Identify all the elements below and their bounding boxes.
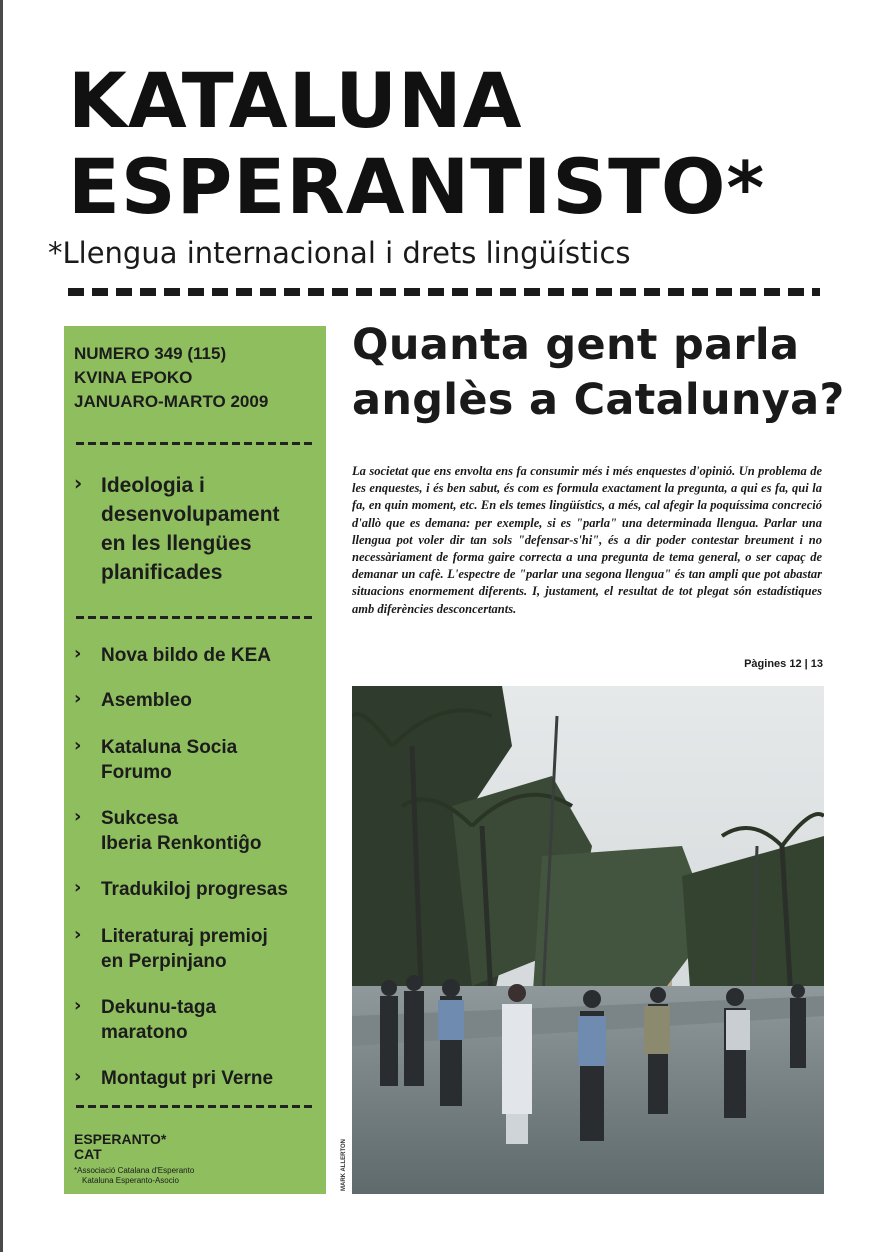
chevron-right-icon: › [74,471,83,495]
masthead-subtitle: *Llengua internacional i drets lingüístics [48,236,631,270]
masthead-title-line1: KATALUNA [68,56,523,145]
chevron-right-icon: › [74,688,82,709]
masthead [68,58,828,231]
toc-item-label: Tradukiloj progresas [101,879,288,900]
issue-series: KVINA EPOKO [74,368,193,387]
sidebar-divider [76,442,316,445]
toc-featured[interactable] [74,471,319,591]
chevron-right-icon: › [74,924,82,945]
chevron-right-icon: › [74,643,82,664]
sidebar-divider [76,1105,316,1108]
article-headline: Quanta gent parla anglès a Catalunya? [352,320,845,425]
photo-credit [338,1139,348,1192]
street-photo [352,686,824,1194]
issue-info [74,342,268,414]
toc-item-label: Dekunu-taga maratono [101,997,217,1043]
toc-item-label: Montagut pri Verne [101,1068,274,1089]
chevron-right-icon: › [74,1066,82,1087]
logo-sub-line1: *Associació Catalana d'Esperanto [74,1166,195,1175]
asterisk-mark: * [726,146,766,230]
toc-item-label: Nova bildo de KEA [101,645,271,666]
chevron-right-icon: › [74,806,82,827]
article-lede: La societat que ens envolta ens fa consumir més i més enquestes d'opinió. Un problema de les enquestes, i és ben sabut, és com es formula exactament la pregunta, a qui es fa, qui la fa, en quin moment, etc. En els temes lingüístics, a més, cal afegir la poquíssima concreció d'allò que es demana: per exemple, si es "parla" una determinada llengua. Parlar una llengua pot voler dir tan sols "defensar-s'hi", és a dir poder contestar breument i no necessàriament de forma gaire correcta a una pregunta de tema general, o ser capaç de demanar un cafè. L'espectre de "parlar una segona llengua" és tan ampli que pot abastar situacions enormement diferents. I, justament, el resultat de tot plegat són estadístiques amb diferències desconcertants. [352,464,822,616]
logo-name-line1: ESPERANTO* [74,1131,167,1147]
chevron-right-icon: › [74,877,82,898]
masthead-title-text: ESPERANTISTO [68,142,727,231]
photo-credit-text: MARK ALLERTON [341,1139,347,1191]
logo-name-line2: CAT [74,1146,102,1162]
sidebar-divider [76,616,316,619]
issue-number: NUMERO 349 (115) [74,344,227,363]
toc-item-label: Literaturaj premioj en Perpinjano [101,926,268,972]
issue-date: JANUARO-MARTO 2009 [74,392,269,411]
toc-item-label: Sukcesa Iberia Renkontiĝo [101,808,262,854]
chevron-right-icon: › [74,995,82,1016]
masthead-title-line2 [68,144,828,231]
toc-item-label: Kataluna Socia Forumo [101,737,238,783]
esperanto-cat-logo [74,1132,194,1186]
page-edge [0,0,3,1252]
page-reference: Pàgines 12 | 13 [744,658,823,670]
dashed-divider [68,288,820,296]
chevron-right-icon: › [74,735,82,756]
toc-featured-label: Ideologia i desenvolupament en les llengües planificades [101,474,280,584]
logo-sub-line2: Kataluna Esperanto-Asocio [82,1176,179,1185]
street-photo-illustration [352,686,824,1194]
toc-item-label: Asembleo [101,690,192,711]
contents-sidebar [64,326,326,1194]
